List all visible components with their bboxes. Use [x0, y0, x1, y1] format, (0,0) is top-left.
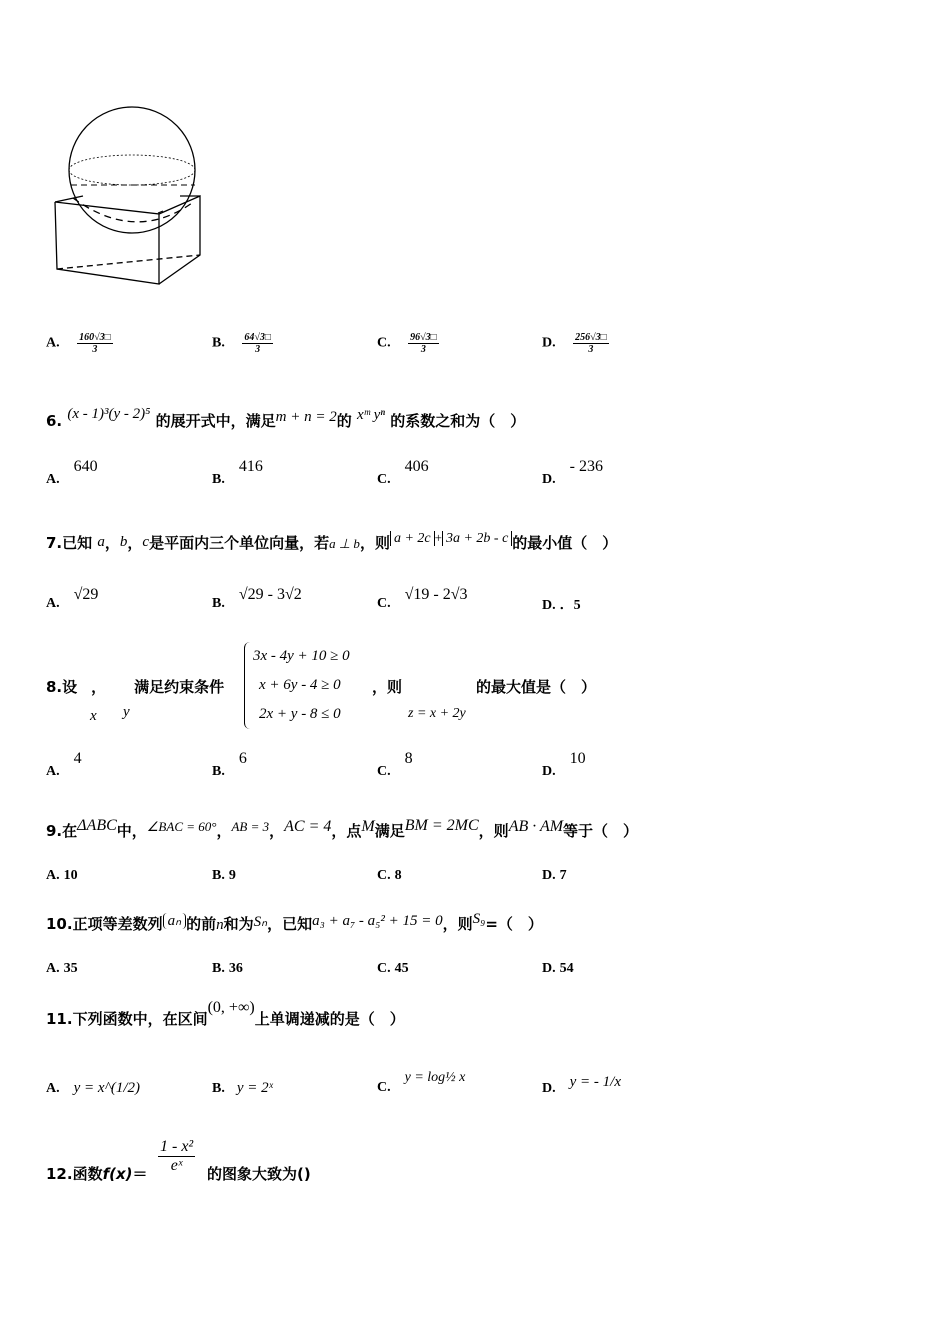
q5-option-c-value: $\frac{96√3□}{3}$ — [410, 332, 437, 355]
q8-option-c[interactable]: C.8 — [377, 750, 413, 779]
q10-option-a[interactable]: A. 35 — [46, 961, 78, 976]
question-7: 7.已知 a，b，c是平面内三个单位向量，若a ⊥ b，则 a + 2c + 3a + 2b - c 的最小值（ ） — [46, 530, 618, 552]
q7-option-a[interactable]: A.√29 — [46, 586, 99, 611]
q5-option-b[interactable]: B. $\frac{64√3□}{3}$ — [212, 332, 271, 355]
q10-option-b[interactable]: B. 36 — [212, 961, 243, 976]
q5-option-a-value: $\frac{160√3□}{3}$ — [79, 332, 111, 355]
q8-var-x: x — [90, 708, 97, 724]
q10-option-d[interactable]: D. 54 — [542, 961, 574, 976]
q8-option-b[interactable]: B.6 — [212, 750, 247, 779]
q12-fraction: $\frac{\text{1 - x²}}{\text{eˣ}}$ — [160, 1138, 194, 1174]
question-8: 8.设 ， 满足约束条件 — [46, 678, 225, 696]
q6-option-d[interactable]: D.- 236 — [542, 458, 603, 487]
q11-option-d[interactable]: D. y = - 1/x — [542, 1074, 621, 1096]
q12-tail: 的图象大致为() — [207, 1165, 311, 1183]
q7-option-d[interactable]: D. ．5 — [542, 598, 581, 613]
q6-option-c[interactable]: C.406 — [377, 458, 429, 487]
q6-option-b[interactable]: B.416 — [212, 458, 263, 487]
question-11: 11.下列函数中，在区间(0, +∞)上单调递减的是（ ） — [46, 999, 405, 1028]
sphere-prism-figure — [45, 95, 215, 290]
q9-option-a[interactable]: A. 10 — [46, 868, 78, 883]
q7-option-c[interactable]: C.√19 - 2√3 — [377, 586, 468, 611]
q8-tail: ，则 的最大值是（ ） — [372, 678, 597, 696]
q11-option-b[interactable]: B. y = 2ˣ — [212, 1080, 273, 1096]
q11-option-c[interactable]: C.y = log½ x — [377, 1070, 466, 1095]
question-12: 12.函数f(x)＝ — [46, 1165, 148, 1183]
q8-option-a[interactable]: A.4 — [46, 750, 82, 779]
q10-option-c[interactable]: C. 45 — [377, 961, 409, 976]
q9-option-d[interactable]: D. 7 — [542, 868, 567, 883]
q7-option-b[interactable]: B.√29 - 3√2 — [212, 586, 302, 611]
q9-option-b[interactable]: B. 9 — [212, 868, 236, 883]
question-9: 9.在ΔABC中，∠BAC = 60°，AB = 3，AC = 4，点M满足BM = 2MC，则AB · AM等于（ ） — [46, 817, 639, 840]
q8-objective: z = x + 2y — [408, 706, 466, 721]
q5-option-d-value: $\frac{256√3□}{3}$ — [575, 332, 607, 355]
q5-option-b-value: $\frac{64√3□}{3}$ — [244, 332, 271, 355]
q6-option-a[interactable]: A.640 — [46, 458, 98, 487]
question-6: 6. (x - 1)³(y - 2)⁵ 的展开式中，满足m + n = 2的 xᵐ yⁿ 的系数之和为（ ） — [46, 406, 526, 430]
q8-constraints: 3x - 4y + 10 ≥ 0 x + 6y - 4 ≥ 0 2x + y - 8 ≤ 0 — [244, 642, 350, 729]
q5-option-d[interactable]: D. $\frac{256√3□}{3}$ — [542, 332, 607, 355]
q8-var-y: y — [123, 704, 130, 720]
q9-option-c[interactable]: C. 8 — [377, 868, 402, 883]
q5-option-a[interactable]: A. $\frac{160√3□}{3}$ — [46, 332, 111, 355]
q11-option-a[interactable]: A. y = x^(1/2) — [46, 1080, 141, 1096]
q8-option-d[interactable]: D.10 — [542, 750, 586, 779]
q5-option-c[interactable]: C. $\frac{96√3□}{3}$ — [377, 332, 437, 355]
question-10: 10.正项等差数列 aₙ 的前n和为Sₙ，已知a₃ + a₇ - a₅² + 15 = 0，则S₉=（ ） — [46, 911, 543, 933]
